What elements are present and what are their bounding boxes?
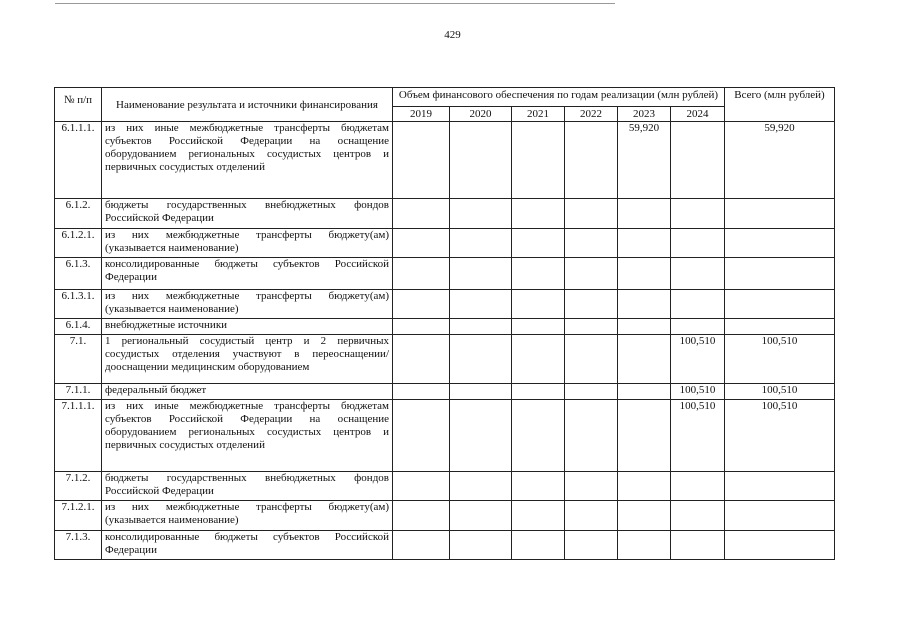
row-name: бюджеты государственных внебюджетных фондов Российской Федерации <box>102 199 393 229</box>
year-value-2019 <box>393 531 450 560</box>
row-number: 7.1.2. <box>55 472 102 501</box>
year-value-2019 <box>393 199 450 229</box>
year-value-2019 <box>393 229 450 258</box>
year-value-2024 <box>671 122 725 199</box>
year-value-2020 <box>450 400 512 472</box>
row-name: из них межбюджетные трансферты бюджету(ам) (указывается наименование) <box>102 229 393 258</box>
row-total <box>725 472 835 501</box>
table-row <box>55 472 835 501</box>
row-total: 59,920 <box>725 122 835 199</box>
header-name: Наименование результата и источники финансирования <box>102 88 393 122</box>
year-value-2024 <box>671 258 725 290</box>
header-financing-group: Объем финансового обеспечения по годам реализации (млн рублей) <box>393 88 725 107</box>
row-total <box>725 258 835 290</box>
financing-table <box>54 87 835 560</box>
row-total <box>725 290 835 319</box>
header-year: 2022 <box>565 107 618 122</box>
year-value-2019 <box>393 472 450 501</box>
year-value-2020 <box>450 290 512 319</box>
year-value-2023 <box>618 472 671 501</box>
year-value-2019 <box>393 335 450 384</box>
row-name: 1 региональный сосудистый центр и 2 первичных сосудистых отделения участвуют в переоснащении/дооснащении медицинским оборудованием <box>102 335 393 384</box>
row-name: из них иные межбюджетные трансферты бюджетам субъектов Российской Федерации на оснащение оборудованием региональных сосудистых центров и первичных сосудистых отделений <box>102 400 393 472</box>
year-value-2021 <box>512 531 565 560</box>
row-total: 100,510 <box>725 384 835 400</box>
row-total <box>725 199 835 229</box>
row-name: бюджеты государственных внебюджетных фондов Российской Федерации <box>102 472 393 501</box>
row-name: внебюджетные источники <box>102 319 393 335</box>
row-total <box>725 501 835 531</box>
row-number: 6.1.3. <box>55 258 102 290</box>
year-value-2021 <box>512 122 565 199</box>
table-row <box>55 335 835 384</box>
year-value-2024: 100,510 <box>671 384 725 400</box>
year-value-2022 <box>565 319 618 335</box>
year-value-2021 <box>512 400 565 472</box>
row-total <box>725 229 835 258</box>
year-value-2019 <box>393 400 450 472</box>
row-name: федеральный бюджет <box>102 384 393 400</box>
header-year: 2023 <box>618 107 671 122</box>
row-name: консолидированные бюджеты субъектов Российской Федерации <box>102 531 393 560</box>
year-value-2024 <box>671 290 725 319</box>
year-value-2023 <box>618 501 671 531</box>
year-value-2023 <box>618 258 671 290</box>
year-value-2023 <box>618 290 671 319</box>
row-number: 7.1.3. <box>55 531 102 560</box>
row-total: 100,510 <box>725 335 835 384</box>
row-total <box>725 319 835 335</box>
table-row <box>55 501 835 531</box>
year-value-2022 <box>565 472 618 501</box>
year-value-2023 <box>618 400 671 472</box>
year-value-2021 <box>512 290 565 319</box>
year-value-2019 <box>393 290 450 319</box>
year-value-2019 <box>393 384 450 400</box>
row-total <box>725 531 835 560</box>
row-name: из них межбюджетные трансферты бюджету(ам) (указывается наименование) <box>102 290 393 319</box>
year-value-2022 <box>565 501 618 531</box>
year-value-2019 <box>393 122 450 199</box>
year-value-2022 <box>565 335 618 384</box>
header-year: 2021 <box>512 107 565 122</box>
year-value-2020 <box>450 335 512 384</box>
row-number: 7.1.1. <box>55 384 102 400</box>
year-value-2021 <box>512 501 565 531</box>
year-value-2023: 59,920 <box>618 122 671 199</box>
year-value-2024 <box>671 319 725 335</box>
year-value-2020 <box>450 501 512 531</box>
table-row <box>55 122 835 199</box>
year-value-2021 <box>512 319 565 335</box>
year-value-2021 <box>512 335 565 384</box>
row-number: 7.1. <box>55 335 102 384</box>
row-number: 7.1.1.1. <box>55 400 102 472</box>
year-value-2024 <box>671 229 725 258</box>
year-value-2022 <box>565 229 618 258</box>
year-value-2024 <box>671 531 725 560</box>
header-year: 2020 <box>450 107 512 122</box>
table-row <box>55 384 835 400</box>
year-value-2020 <box>450 258 512 290</box>
year-value-2024: 100,510 <box>671 400 725 472</box>
table-row <box>55 531 835 560</box>
year-value-2024 <box>671 199 725 229</box>
row-number: 7.1.2.1. <box>55 501 102 531</box>
year-value-2022 <box>565 384 618 400</box>
year-value-2024 <box>671 472 725 501</box>
year-value-2021 <box>512 199 565 229</box>
year-value-2020 <box>450 472 512 501</box>
year-value-2023 <box>618 199 671 229</box>
row-number: 6.1.3.1. <box>55 290 102 319</box>
row-number: 6.1.4. <box>55 319 102 335</box>
year-value-2019 <box>393 319 450 335</box>
table-row <box>55 290 835 319</box>
table-row <box>55 319 835 335</box>
year-value-2020 <box>450 319 512 335</box>
year-value-2020 <box>450 199 512 229</box>
row-total: 100,510 <box>725 400 835 472</box>
year-value-2020 <box>450 122 512 199</box>
year-value-2024 <box>671 501 725 531</box>
table-row <box>55 258 835 290</box>
year-value-2023 <box>618 335 671 384</box>
year-value-2023 <box>618 384 671 400</box>
year-value-2024: 100,510 <box>671 335 725 384</box>
table-row <box>55 400 835 472</box>
page-number: 429 <box>444 29 461 41</box>
year-value-2021 <box>512 472 565 501</box>
row-name: консолидированные бюджеты субъектов Российской Федерации <box>102 258 393 290</box>
year-value-2022 <box>565 199 618 229</box>
row-number: 6.1.2.1. <box>55 229 102 258</box>
year-value-2022 <box>565 258 618 290</box>
header-year: 2019 <box>393 107 450 122</box>
year-value-2019 <box>393 258 450 290</box>
year-value-2020 <box>450 384 512 400</box>
year-value-2021 <box>512 229 565 258</box>
row-number: 6.1.1.1. <box>55 122 102 199</box>
header-year: 2024 <box>671 107 725 122</box>
year-value-2020 <box>450 229 512 258</box>
year-value-2022 <box>565 290 618 319</box>
header-total: Всего (млн рублей) <box>725 88 835 122</box>
table-row <box>55 199 835 229</box>
row-name: из них иные межбюджетные трансферты бюджетам субъектов Российской Федерации на оснащение оборудованием региональных сосудистых центров и первичных сосудистых отделений <box>102 122 393 199</box>
year-value-2019 <box>393 501 450 531</box>
table-row <box>55 229 835 258</box>
year-value-2022 <box>565 400 618 472</box>
year-value-2022 <box>565 122 618 199</box>
top-rule <box>55 3 615 4</box>
year-value-2023 <box>618 319 671 335</box>
row-name: из них межбюджетные трансферты бюджету(ам) (указывается наименование) <box>102 501 393 531</box>
year-value-2022 <box>565 531 618 560</box>
year-value-2023 <box>618 531 671 560</box>
year-value-2020 <box>450 531 512 560</box>
year-value-2023 <box>618 229 671 258</box>
row-number: 6.1.2. <box>55 199 102 229</box>
year-value-2021 <box>512 384 565 400</box>
year-value-2021 <box>512 258 565 290</box>
header-num: № п/п <box>55 88 102 122</box>
